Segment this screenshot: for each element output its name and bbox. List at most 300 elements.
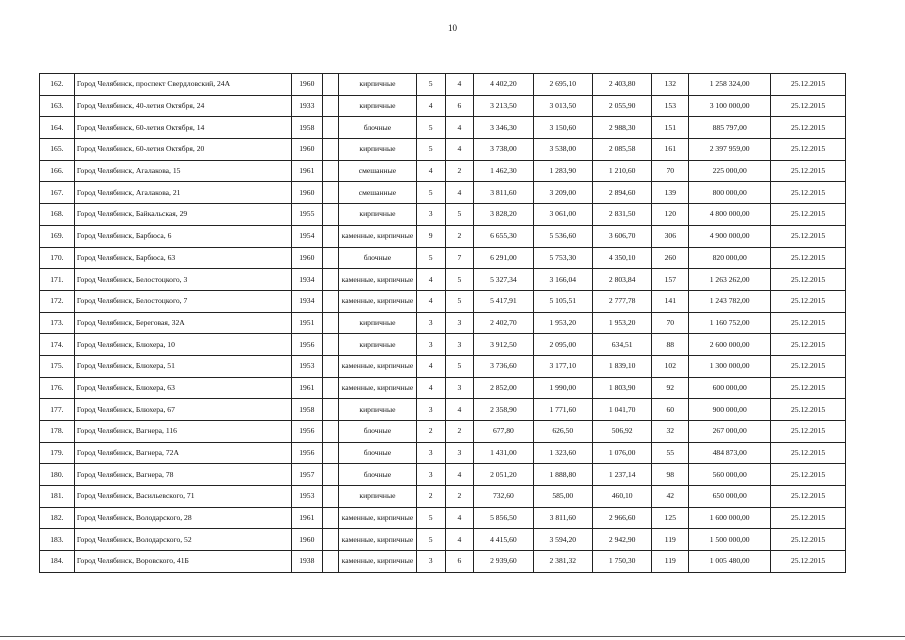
- residential-area: 634,51: [592, 334, 651, 356]
- completion-date: 25.12.2015: [771, 139, 846, 161]
- construction-year: 1933: [291, 95, 322, 117]
- resident-count: 60: [652, 399, 689, 421]
- construction-year: 1938: [291, 551, 322, 573]
- total-area: 6 291,00: [474, 247, 533, 269]
- resident-count: 32: [652, 421, 689, 443]
- house-address: Город Челябинск, проспект Свердловский, 24А: [74, 74, 291, 96]
- completion-date: 25.12.2015: [771, 247, 846, 269]
- table-row: [40, 486, 846, 508]
- residential-area: 1 953,20: [592, 312, 651, 334]
- repair-cost: 885 797,00: [689, 117, 771, 139]
- table-row: [40, 421, 846, 443]
- repair-cost: 820 000,00: [689, 247, 771, 269]
- table-row: [40, 442, 846, 464]
- total-area: 2 051,20: [474, 464, 533, 486]
- row-number: 182.: [40, 507, 75, 529]
- entrance-count: 6: [445, 95, 474, 117]
- construction-year: 1934: [291, 290, 322, 312]
- wall-material: смешанные: [339, 160, 417, 182]
- total-area: 2 358,90: [474, 399, 533, 421]
- table-row: [40, 204, 846, 226]
- construction-year: 1961: [291, 377, 322, 399]
- wall-material: каменные, кирпичные: [339, 507, 417, 529]
- entrance-count: 2: [445, 421, 474, 443]
- completion-date: 25.12.2015: [771, 464, 846, 486]
- entrance-count: 5: [445, 355, 474, 377]
- resident-count: 119: [652, 529, 689, 551]
- entrance-count: 2: [445, 486, 474, 508]
- row-number: 168.: [40, 204, 75, 226]
- repair-cost: 900 000,00: [689, 399, 771, 421]
- repair-cost: 1 500 000,00: [689, 529, 771, 551]
- housing-registry-table: [39, 73, 846, 573]
- resident-count: 306: [652, 225, 689, 247]
- entrance-count: 4: [445, 139, 474, 161]
- empty-cell: [322, 182, 338, 204]
- empty-cell: [322, 421, 338, 443]
- resident-count: 161: [652, 139, 689, 161]
- repair-cost: 225 000,00: [689, 160, 771, 182]
- residential-area: 2 831,50: [592, 204, 651, 226]
- construction-year: 1955: [291, 204, 322, 226]
- floor-count: 9: [416, 225, 445, 247]
- living-area: 3 061,00: [533, 204, 592, 226]
- row-number: 169.: [40, 225, 75, 247]
- repair-cost: 1 005 480,00: [689, 551, 771, 573]
- wall-material: каменные, кирпичные: [339, 377, 417, 399]
- construction-year: 1934: [291, 269, 322, 291]
- empty-cell: [322, 117, 338, 139]
- residential-area: 1 803,90: [592, 377, 651, 399]
- completion-date: 25.12.2015: [771, 355, 846, 377]
- living-area: 1 283,90: [533, 160, 592, 182]
- construction-year: 1961: [291, 160, 322, 182]
- completion-date: 25.12.2015: [771, 442, 846, 464]
- repair-cost: 1 160 752,00: [689, 312, 771, 334]
- row-number: 164.: [40, 117, 75, 139]
- resident-count: 125: [652, 507, 689, 529]
- resident-count: 141: [652, 290, 689, 312]
- living-area: 3 013,50: [533, 95, 592, 117]
- house-address: Город Челябинск, Агалакова, 21: [74, 182, 291, 204]
- construction-year: 1954: [291, 225, 322, 247]
- table-row: [40, 95, 846, 117]
- construction-year: 1953: [291, 486, 322, 508]
- resident-count: 120: [652, 204, 689, 226]
- living-area: 5 536,60: [533, 225, 592, 247]
- wall-material: блочные: [339, 421, 417, 443]
- completion-date: 25.12.2015: [771, 399, 846, 421]
- empty-cell: [322, 529, 338, 551]
- residential-area: 2 055,90: [592, 95, 651, 117]
- resident-count: 139: [652, 182, 689, 204]
- wall-material: каменные, кирпичные: [339, 529, 417, 551]
- repair-cost: 800 000,00: [689, 182, 771, 204]
- wall-material: кирпичные: [339, 204, 417, 226]
- entrance-count: 4: [445, 117, 474, 139]
- table-row: [40, 464, 846, 486]
- living-area: 3 538,00: [533, 139, 592, 161]
- entrance-count: 5: [445, 269, 474, 291]
- table-row: [40, 377, 846, 399]
- resident-count: 98: [652, 464, 689, 486]
- empty-cell: [322, 355, 338, 377]
- entrance-count: 3: [445, 377, 474, 399]
- floor-count: 3: [416, 464, 445, 486]
- resident-count: 42: [652, 486, 689, 508]
- total-area: 6 655,30: [474, 225, 533, 247]
- wall-material: блочные: [339, 464, 417, 486]
- empty-cell: [322, 312, 338, 334]
- table-row: [40, 139, 846, 161]
- repair-cost: 560 000,00: [689, 464, 771, 486]
- residential-area: 2 085,58: [592, 139, 651, 161]
- house-address: Город Челябинск, Белостоцкого, 7: [74, 290, 291, 312]
- completion-date: 25.12.2015: [771, 160, 846, 182]
- residential-area: 2 942,90: [592, 529, 651, 551]
- house-address: Город Челябинск, Байкальская, 29: [74, 204, 291, 226]
- floor-count: 4: [416, 269, 445, 291]
- floor-count: 4: [416, 95, 445, 117]
- resident-count: 70: [652, 312, 689, 334]
- resident-count: 157: [652, 269, 689, 291]
- resident-count: 153: [652, 95, 689, 117]
- residential-area: 460,10: [592, 486, 651, 508]
- wall-material: каменные, кирпичные: [339, 551, 417, 573]
- table-row: [40, 507, 846, 529]
- entrance-count: 2: [445, 225, 474, 247]
- empty-cell: [322, 74, 338, 96]
- construction-year: 1951: [291, 312, 322, 334]
- floor-count: 4: [416, 290, 445, 312]
- empty-cell: [322, 486, 338, 508]
- table-row: [40, 551, 846, 573]
- entrance-count: 4: [445, 399, 474, 421]
- completion-date: 25.12.2015: [771, 117, 846, 139]
- row-number: 178.: [40, 421, 75, 443]
- living-area: 5 105,51: [533, 290, 592, 312]
- empty-cell: [322, 160, 338, 182]
- row-number: 180.: [40, 464, 75, 486]
- construction-year: 1958: [291, 399, 322, 421]
- repair-cost: 2 397 959,00: [689, 139, 771, 161]
- completion-date: 25.12.2015: [771, 486, 846, 508]
- entrance-count: 3: [445, 442, 474, 464]
- total-area: 1 431,00: [474, 442, 533, 464]
- row-number: 165.: [40, 139, 75, 161]
- floor-count: 5: [416, 247, 445, 269]
- resident-count: 132: [652, 74, 689, 96]
- table-row: [40, 74, 846, 96]
- house-address: Город Челябинск, 60-летия Октября, 14: [74, 117, 291, 139]
- total-area: 5 856,50: [474, 507, 533, 529]
- completion-date: 25.12.2015: [771, 95, 846, 117]
- house-address: Город Челябинск, Васильевского, 71: [74, 486, 291, 508]
- house-address: Город Челябинск, Блюхера, 67: [74, 399, 291, 421]
- living-area: 2 095,00: [533, 334, 592, 356]
- total-area: 677,80: [474, 421, 533, 443]
- residential-area: 4 350,10: [592, 247, 651, 269]
- row-number: 173.: [40, 312, 75, 334]
- house-address: Город Челябинск, Блюхера, 63: [74, 377, 291, 399]
- total-area: 3 213,50: [474, 95, 533, 117]
- house-address: Город Челябинск, Володарского, 28: [74, 507, 291, 529]
- repair-cost: 600 000,00: [689, 377, 771, 399]
- living-area: 3 177,10: [533, 355, 592, 377]
- row-number: 177.: [40, 399, 75, 421]
- floor-count: 5: [416, 529, 445, 551]
- floor-count: 2: [416, 421, 445, 443]
- empty-cell: [322, 225, 338, 247]
- residential-area: 1 237,14: [592, 464, 651, 486]
- table-row: [40, 312, 846, 334]
- total-area: 1 462,30: [474, 160, 533, 182]
- wall-material: кирпичные: [339, 486, 417, 508]
- empty-cell: [322, 334, 338, 356]
- row-number: 183.: [40, 529, 75, 551]
- empty-cell: [322, 507, 338, 529]
- floor-count: 5: [416, 74, 445, 96]
- floor-count: 5: [416, 507, 445, 529]
- completion-date: 25.12.2015: [771, 204, 846, 226]
- living-area: 1 990,00: [533, 377, 592, 399]
- construction-year: 1960: [291, 529, 322, 551]
- construction-year: 1958: [291, 117, 322, 139]
- construction-year: 1956: [291, 334, 322, 356]
- total-area: 3 346,30: [474, 117, 533, 139]
- total-area: 3 736,60: [474, 355, 533, 377]
- residential-area: 506,92: [592, 421, 651, 443]
- residential-area: 2 988,30: [592, 117, 651, 139]
- repair-cost: 1 243 782,00: [689, 290, 771, 312]
- row-number: 162.: [40, 74, 75, 96]
- row-number: 167.: [40, 182, 75, 204]
- empty-cell: [322, 95, 338, 117]
- total-area: 2 852,00: [474, 377, 533, 399]
- wall-material: кирпичные: [339, 74, 417, 96]
- table-row: [40, 529, 846, 551]
- table-row: [40, 399, 846, 421]
- living-area: 2 381,32: [533, 551, 592, 573]
- entrance-count: 3: [445, 334, 474, 356]
- row-number: 184.: [40, 551, 75, 573]
- wall-material: кирпичные: [339, 95, 417, 117]
- residential-area: 1 041,70: [592, 399, 651, 421]
- construction-year: 1960: [291, 182, 322, 204]
- wall-material: кирпичные: [339, 139, 417, 161]
- completion-date: 25.12.2015: [771, 290, 846, 312]
- resident-count: 151: [652, 117, 689, 139]
- row-number: 174.: [40, 334, 75, 356]
- house-address: Город Челябинск, Береговая, 32А: [74, 312, 291, 334]
- residential-area: 2 777,78: [592, 290, 651, 312]
- total-area: 5 327,34: [474, 269, 533, 291]
- entrance-count: 7: [445, 247, 474, 269]
- entrance-count: 4: [445, 507, 474, 529]
- residential-area: 1 076,00: [592, 442, 651, 464]
- house-address: Город Челябинск, Барбюса, 63: [74, 247, 291, 269]
- table-row: [40, 290, 846, 312]
- house-address: Город Челябинск, Блюхера, 10: [74, 334, 291, 356]
- residential-area: 1 839,10: [592, 355, 651, 377]
- resident-count: 260: [652, 247, 689, 269]
- living-area: 1 771,60: [533, 399, 592, 421]
- empty-cell: [322, 377, 338, 399]
- floor-count: 4: [416, 377, 445, 399]
- resident-count: 70: [652, 160, 689, 182]
- row-number: 175.: [40, 355, 75, 377]
- completion-date: 25.12.2015: [771, 507, 846, 529]
- floor-count: 4: [416, 160, 445, 182]
- residential-area: 2 966,60: [592, 507, 651, 529]
- total-area: 5 417,91: [474, 290, 533, 312]
- table-row: [40, 160, 846, 182]
- repair-cost: 1 263 262,00: [689, 269, 771, 291]
- completion-date: 25.12.2015: [771, 529, 846, 551]
- total-area: 4 415,60: [474, 529, 533, 551]
- living-area: 1 953,20: [533, 312, 592, 334]
- completion-date: 25.12.2015: [771, 377, 846, 399]
- entrance-count: 5: [445, 204, 474, 226]
- repair-cost: 1 258 324,00: [689, 74, 771, 96]
- wall-material: кирпичные: [339, 399, 417, 421]
- living-area: 3 166,04: [533, 269, 592, 291]
- entrance-count: 4: [445, 74, 474, 96]
- completion-date: 25.12.2015: [771, 269, 846, 291]
- page-number: 10: [448, 23, 457, 33]
- wall-material: смешанные: [339, 182, 417, 204]
- completion-date: 25.12.2015: [771, 312, 846, 334]
- repair-cost: 2 600 000,00: [689, 334, 771, 356]
- table-row: [40, 334, 846, 356]
- house-address: Город Челябинск, 40-летия Октября, 24: [74, 95, 291, 117]
- total-area: 3 811,60: [474, 182, 533, 204]
- repair-cost: 267 000,00: [689, 421, 771, 443]
- total-area: 3 828,20: [474, 204, 533, 226]
- construction-year: 1956: [291, 421, 322, 443]
- construction-year: 1960: [291, 139, 322, 161]
- table-row: [40, 269, 846, 291]
- resident-count: 92: [652, 377, 689, 399]
- residential-area: 1 750,30: [592, 551, 651, 573]
- wall-material: кирпичные: [339, 312, 417, 334]
- entrance-count: 4: [445, 182, 474, 204]
- completion-date: 25.12.2015: [771, 551, 846, 573]
- resident-count: 88: [652, 334, 689, 356]
- repair-cost: 4 900 000,00: [689, 225, 771, 247]
- repair-cost: 1 600 000,00: [689, 507, 771, 529]
- living-area: 3 594,20: [533, 529, 592, 551]
- total-area: 2 402,70: [474, 312, 533, 334]
- total-area: 732,60: [474, 486, 533, 508]
- construction-year: 1956: [291, 442, 322, 464]
- wall-material: кирпичные: [339, 334, 417, 356]
- living-area: 3 811,60: [533, 507, 592, 529]
- entrance-count: 4: [445, 529, 474, 551]
- house-address: Город Челябинск, Барбюса, 6: [74, 225, 291, 247]
- empty-cell: [322, 399, 338, 421]
- empty-cell: [322, 247, 338, 269]
- empty-cell: [322, 464, 338, 486]
- resident-count: 119: [652, 551, 689, 573]
- table-row: [40, 355, 846, 377]
- wall-material: блочные: [339, 247, 417, 269]
- residential-area: 2 403,80: [592, 74, 651, 96]
- completion-date: 25.12.2015: [771, 334, 846, 356]
- living-area: 3 209,00: [533, 182, 592, 204]
- completion-date: 25.12.2015: [771, 421, 846, 443]
- empty-cell: [322, 442, 338, 464]
- row-number: 166.: [40, 160, 75, 182]
- row-number: 171.: [40, 269, 75, 291]
- total-area: 3 912,50: [474, 334, 533, 356]
- empty-cell: [322, 551, 338, 573]
- wall-material: каменные, кирпичные: [339, 269, 417, 291]
- construction-year: 1960: [291, 247, 322, 269]
- empty-cell: [322, 290, 338, 312]
- total-area: 3 738,00: [474, 139, 533, 161]
- floor-count: 3: [416, 204, 445, 226]
- residential-area: 3 606,70: [592, 225, 651, 247]
- empty-cell: [322, 204, 338, 226]
- living-area: 626,50: [533, 421, 592, 443]
- bottom-rule: [0, 636, 905, 637]
- construction-year: 1960: [291, 74, 322, 96]
- house-address: Город Челябинск, Воровского, 41Б: [74, 551, 291, 573]
- residential-area: 2 894,60: [592, 182, 651, 204]
- floor-count: 5: [416, 117, 445, 139]
- living-area: 5 753,30: [533, 247, 592, 269]
- house-address: Город Челябинск, 60-летия Октября, 20: [74, 139, 291, 161]
- row-number: 181.: [40, 486, 75, 508]
- repair-cost: 650 000,00: [689, 486, 771, 508]
- total-area: 2 939,60: [474, 551, 533, 573]
- living-area: 3 150,60: [533, 117, 592, 139]
- wall-material: каменные, кирпичные: [339, 290, 417, 312]
- house-address: Город Челябинск, Вагнера, 116: [74, 421, 291, 443]
- house-address: Город Челябинск, Володарского, 52: [74, 529, 291, 551]
- house-address: Город Челябинск, Белостоцкого, 3: [74, 269, 291, 291]
- house-address: Город Челябинск, Вагнера, 78: [74, 464, 291, 486]
- floor-count: 3: [416, 399, 445, 421]
- construction-year: 1961: [291, 507, 322, 529]
- floor-count: 3: [416, 551, 445, 573]
- table-row: [40, 182, 846, 204]
- wall-material: блочные: [339, 442, 417, 464]
- table-row: [40, 225, 846, 247]
- house-address: Город Челябинск, Блюхера, 51: [74, 355, 291, 377]
- house-address: Город Челябинск, Вагнера, 72А: [74, 442, 291, 464]
- empty-cell: [322, 269, 338, 291]
- resident-count: 55: [652, 442, 689, 464]
- residential-area: 2 803,84: [592, 269, 651, 291]
- empty-cell: [322, 139, 338, 161]
- floor-count: 5: [416, 139, 445, 161]
- repair-cost: 3 100 000,00: [689, 95, 771, 117]
- entrance-count: 5: [445, 290, 474, 312]
- table-row: [40, 247, 846, 269]
- entrance-count: 4: [445, 464, 474, 486]
- entrance-count: 3: [445, 312, 474, 334]
- wall-material: каменные, кирпичные: [339, 225, 417, 247]
- construction-year: 1953: [291, 355, 322, 377]
- construction-year: 1957: [291, 464, 322, 486]
- floor-count: 3: [416, 334, 445, 356]
- floor-count: 4: [416, 355, 445, 377]
- wall-material: каменные, кирпичные: [339, 355, 417, 377]
- completion-date: 25.12.2015: [771, 225, 846, 247]
- living-area: 1 323,60: [533, 442, 592, 464]
